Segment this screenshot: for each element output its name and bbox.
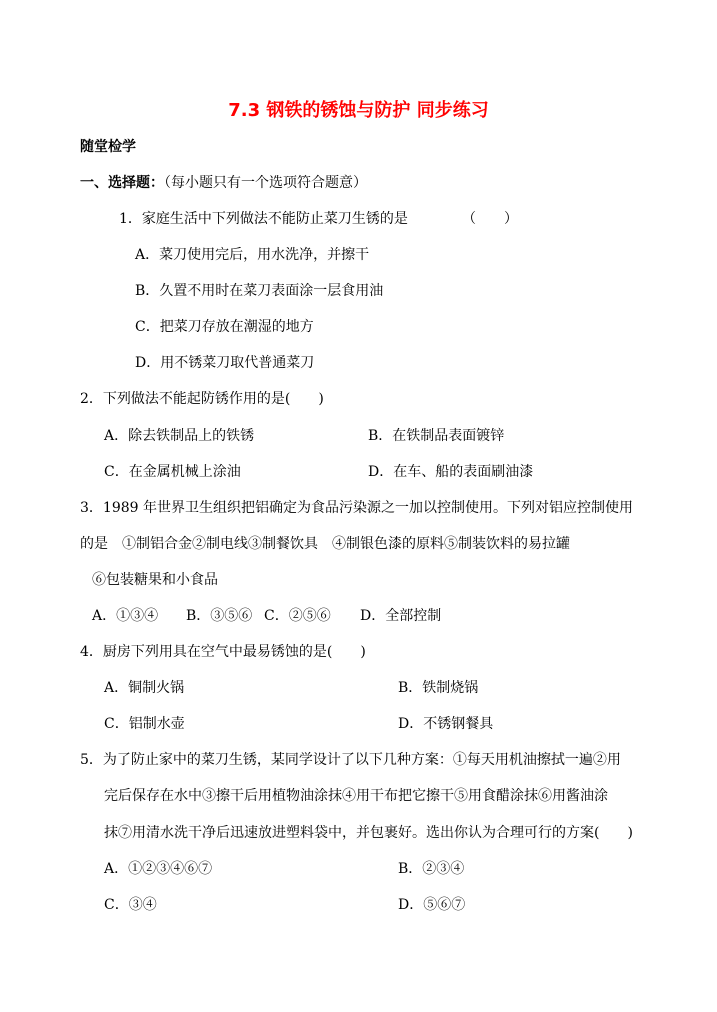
question-5-option-b: B．②③④ xyxy=(398,861,465,877)
question-4-option-a: A．铜制火锅 xyxy=(104,680,185,696)
page-title: 7.3 钢铁的锈蚀与防护 同步练习 xyxy=(228,100,489,121)
question-5-option-d: D．⑤⑥⑦ xyxy=(398,897,466,913)
question-4-option-b: B．铁制烧锅 xyxy=(398,680,479,696)
question-3-stem-line-1: 3．1989 年世界卫生组织把铝确定为食品污染源之一加以控制使用。下列对铝应控制使用 xyxy=(80,500,633,516)
question-5-option-a: A．①②③④⑥⑦ xyxy=(104,861,213,877)
question-3-option-d: D．全部控制 xyxy=(360,608,442,624)
question-4-stem: 4．厨房下列用具在空气中最易锈蚀的是( ) xyxy=(80,644,366,660)
question-4-option-d: D．不锈钢餐具 xyxy=(398,716,494,732)
question-1-option-d: D．用不锈菜刀取代普通菜刀 xyxy=(135,355,315,371)
question-2-option-b: B．在铁制品表面镀锌 xyxy=(368,428,505,444)
question-3-option-a: A．①③④ xyxy=(92,608,159,624)
question-5-option-c: C．③④ xyxy=(104,897,157,913)
question-1-option-c: C．把菜刀存放在潮湿的地方 xyxy=(135,319,314,335)
question-2-option-d: D．在车、船的表面刷油漆 xyxy=(368,464,534,480)
question-2-option-a: A．除去铁制品上的铁锈 xyxy=(104,428,255,444)
question-1-stem: 1．家庭生活中下列做法不能防止菜刀生锈的是 xyxy=(119,211,408,227)
question-5-stem-line-2: 完后保存在水中③擦干后用植物油涂抹④用干布把它擦干⑤用食醋涂抹⑥用酱油涂 xyxy=(104,788,608,804)
question-4-option-c: C．铝制水壶 xyxy=(104,716,185,732)
question-3-stem-line-3: ⑥包装糖果和小食品 xyxy=(92,572,218,588)
part-heading-label: 一、选择题： xyxy=(80,175,164,191)
question-5-stem-line-1: 5．为了防止家中的菜刀生锈，某同学设计了以下几种方案：①每天用机油擦拭一遍②用 xyxy=(80,752,621,768)
question-1-option-a: A．菜刀使用完后，用水洗净，并擦干 xyxy=(135,247,370,263)
question-2-option-c: C．在金属机械上涂油 xyxy=(104,464,241,480)
question-3-option-b: B．③⑤⑥ xyxy=(186,608,253,624)
question-2-stem: 2．下列做法不能起防锈作用的是( ) xyxy=(80,391,324,407)
question-3-stem-line-2: 的是 ①制铝合金②制电线③制餐饮具 ④制银色漆的原料⑤制装饮料的易拉罐 xyxy=(80,536,570,552)
part-heading-note: （每小题只有一个选项符合题意） xyxy=(164,175,367,191)
question-3-option-c: C．②⑤⑥ xyxy=(264,608,331,624)
part-heading xyxy=(80,173,367,193)
question-1-answer-blank: （ ） xyxy=(462,211,518,227)
question-5-stem-line-3: 抹⑦用清水洗干净后迅速放进塑料袋中，并包裹好。选出你认为合理可行的方案( ) xyxy=(104,825,633,841)
question-1-option-b: B．久置不用时在菜刀表面涂一层食用油 xyxy=(135,283,384,299)
section-heading: 随堂检学 xyxy=(80,139,136,155)
